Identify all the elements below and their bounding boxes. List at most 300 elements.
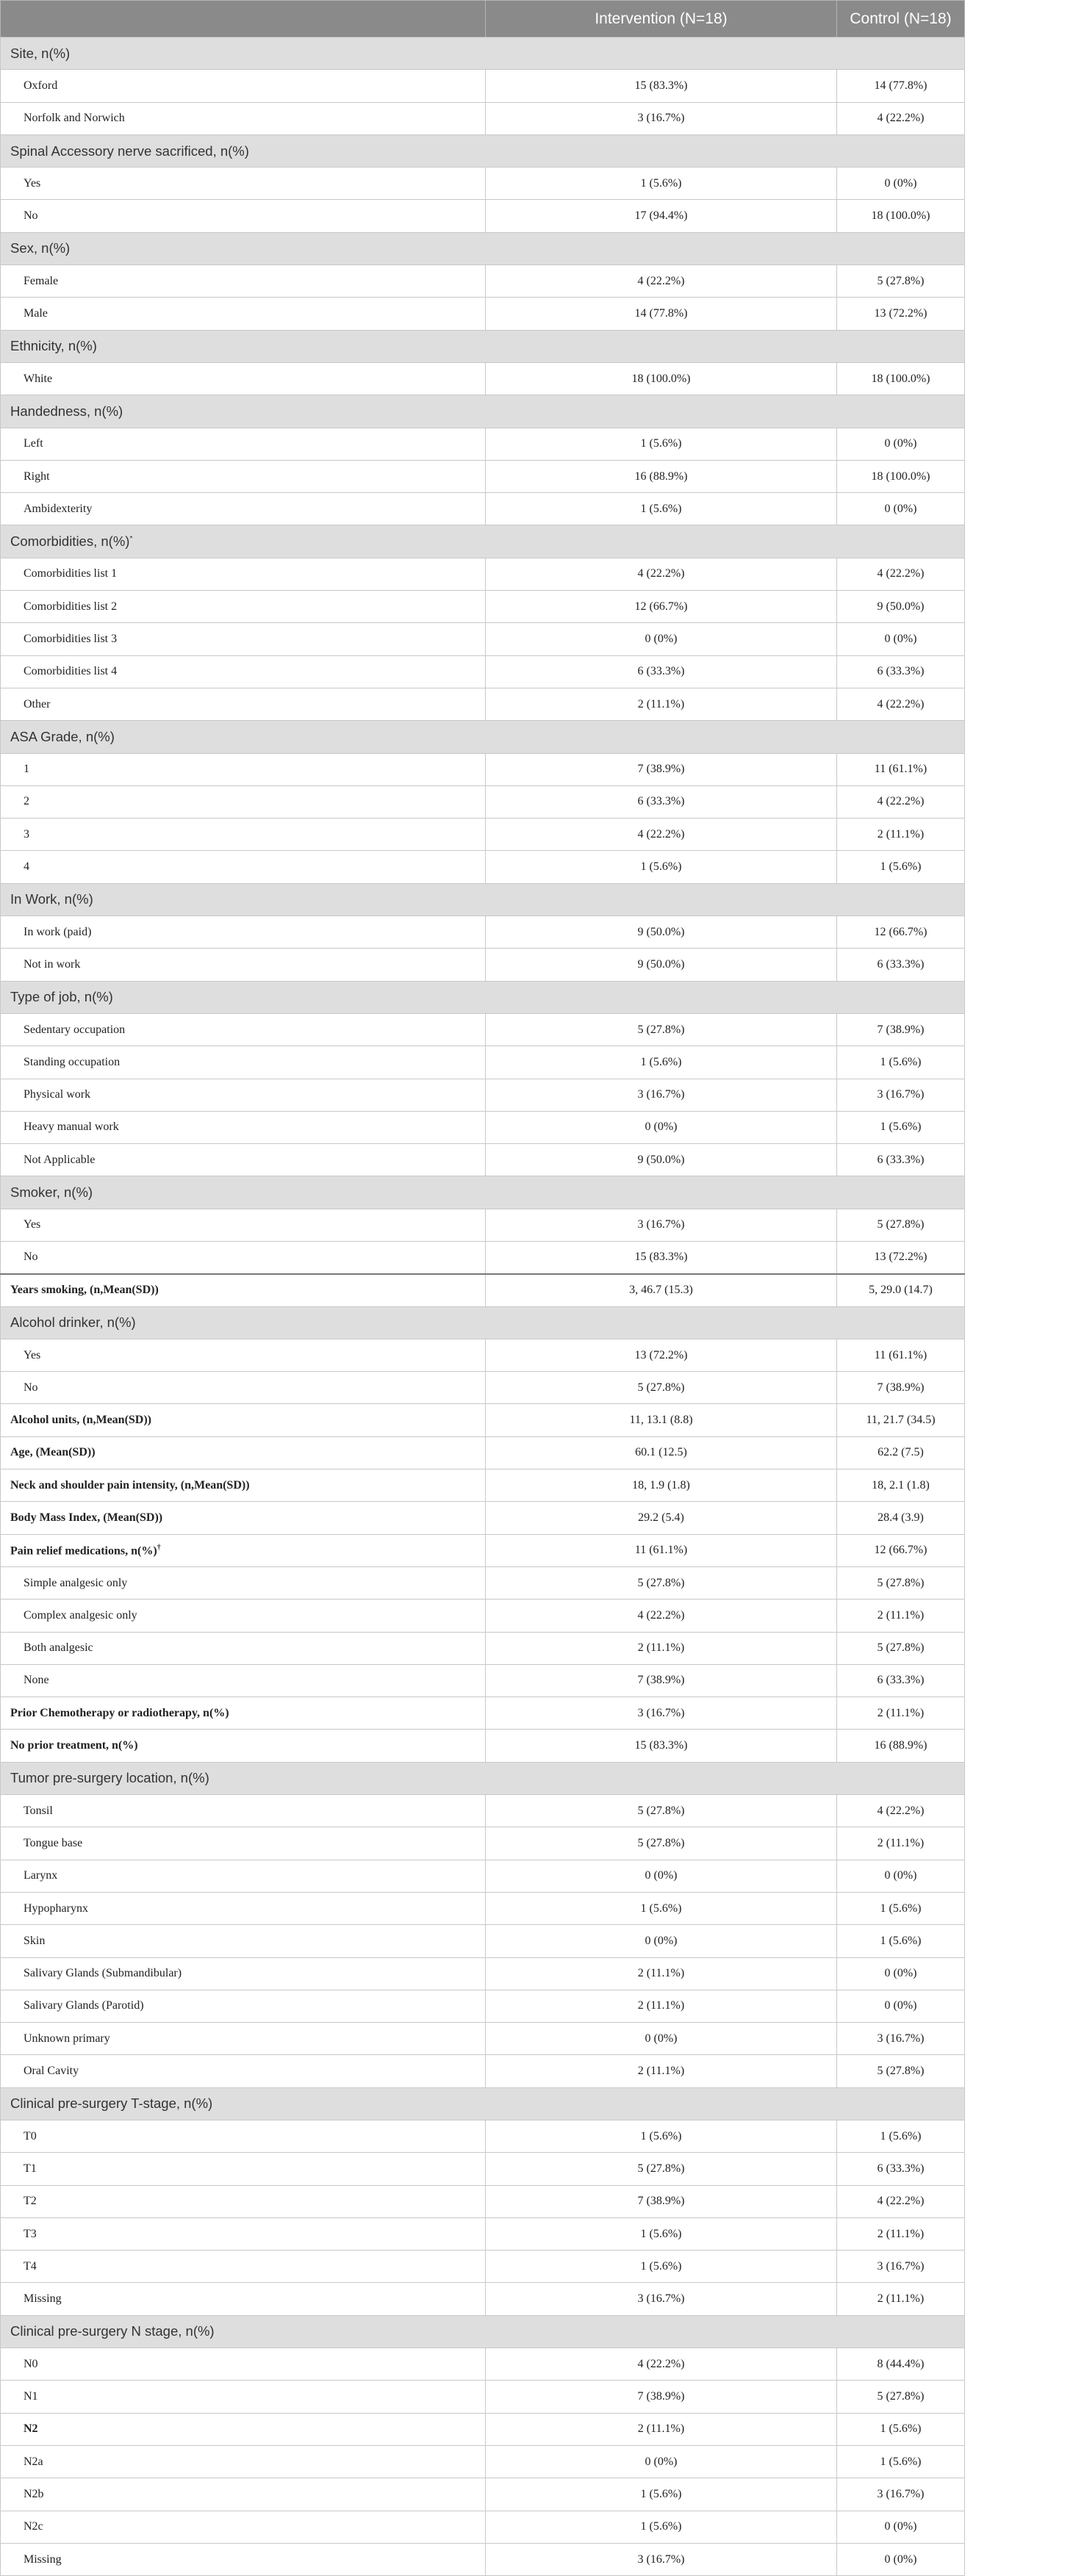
control-value: 2 (11.1%) <box>837 2283 965 2315</box>
control-value: 4 (22.2%) <box>837 1795 965 1827</box>
table-row <box>1 2153 965 2185</box>
footnote-marker: * <box>129 534 133 543</box>
row-label-text: Female <box>24 274 59 287</box>
table-row <box>1 362 965 395</box>
row-label <box>1 558 486 590</box>
row-label-text: Physical work <box>24 1088 91 1101</box>
row-label-text: Age, (Mean(SD)) <box>10 1446 96 1459</box>
control-value: 5 (27.8%) <box>837 265 965 298</box>
row-label <box>1 688 486 720</box>
table-row <box>1 1209 965 1241</box>
row-label <box>1 1372 486 1404</box>
table-row <box>1 753 965 785</box>
intervention-value: 7 (38.9%) <box>486 2381 837 2413</box>
row-label-text: White <box>24 372 53 385</box>
row-label-text: Pain relief medications, n(%) <box>10 1544 157 1557</box>
section-label <box>1 2087 965 2120</box>
header-control-column: Control (N=18) <box>837 1 965 37</box>
row-label-text: Tongue base <box>24 1836 83 1849</box>
control-value: 6 (33.3%) <box>837 1144 965 1176</box>
row-label <box>1 2217 486 2250</box>
control-value: 12 (66.7%) <box>837 1534 965 1566</box>
intervention-value: 11 (61.1%) <box>486 1534 837 1566</box>
control-value: 1 (5.6%) <box>837 1892 965 1924</box>
row-label-text: Comorbidities list 3 <box>24 632 118 645</box>
row-label <box>1 428 486 460</box>
control-value: 8 (44.4%) <box>837 2348 965 2381</box>
control-value: 2 (11.1%) <box>837 1600 965 1632</box>
row-label <box>1 851 486 883</box>
section-header-row <box>1 1762 965 1794</box>
control-value: 0 (0%) <box>837 168 965 200</box>
table-row <box>1 168 965 200</box>
row-label <box>1 200 486 232</box>
row-label <box>1 2251 486 2283</box>
intervention-value: 5 (27.8%) <box>486 1013 837 1046</box>
row-label-text: Right <box>24 469 50 483</box>
row-label-text: 4 <box>24 860 29 874</box>
table-row <box>1 2055 965 2087</box>
section-label-text: Comorbidities, n(%) <box>10 533 130 550</box>
control-value: 13 (72.2%) <box>837 298 965 330</box>
intervention-value: 1 (5.6%) <box>486 1892 837 1924</box>
intervention-value: 15 (83.3%) <box>486 1730 837 1762</box>
control-value: 0 (0%) <box>837 493 965 525</box>
row-label <box>1 785 486 818</box>
summary-row <box>1 1274 965 1306</box>
control-value: 5 (27.8%) <box>837 1566 965 1599</box>
row-label <box>1 1892 486 1924</box>
row-label-text: N1 <box>24 2390 38 2403</box>
row-label-text: N2b <box>24 2487 44 2500</box>
table-row <box>1 2185 965 2217</box>
control-value: 4 (22.2%) <box>837 688 965 720</box>
intervention-value: 6 (33.3%) <box>486 655 837 688</box>
intervention-value: 5 (27.8%) <box>486 1795 837 1827</box>
intervention-value: 3 (16.7%) <box>486 102 837 134</box>
row-label <box>1 1925 486 1957</box>
intervention-value: 4 (22.2%) <box>486 2348 837 2381</box>
intervention-value: 6 (33.3%) <box>486 785 837 818</box>
intervention-value: 18, 1.9 (1.8) <box>486 1469 837 1502</box>
row-label-text: Years smoking, (n,Mean(SD)) <box>10 1284 159 1297</box>
control-value: 7 (38.9%) <box>837 1013 965 1046</box>
section-header-row <box>1 525 965 558</box>
table-row <box>1 2478 965 2511</box>
row-label-text: Yes <box>24 1218 41 1231</box>
intervention-value: 7 (38.9%) <box>486 1664 837 1697</box>
intervention-value: 18 (100.0%) <box>486 362 837 395</box>
row-label <box>1 1144 486 1176</box>
row-label-text: T1 <box>24 2162 37 2175</box>
row-label <box>1 2478 486 2511</box>
control-value: 3 (16.7%) <box>837 2478 965 2511</box>
row-label-text: 1 <box>24 763 29 776</box>
table-row <box>1 2283 965 2315</box>
row-label <box>1 1566 486 1599</box>
row-label <box>1 655 486 688</box>
intervention-value: 1 (5.6%) <box>486 2217 837 2250</box>
row-label-text: Not Applicable <box>24 1153 96 1166</box>
table-row <box>1 1990 965 2022</box>
intervention-value: 15 (83.3%) <box>486 70 837 102</box>
table-row <box>1 1860 965 1892</box>
intervention-value: 29.2 (5.4) <box>486 1502 837 1534</box>
row-label <box>1 1274 486 1306</box>
control-value: 1 (5.6%) <box>837 1925 965 1957</box>
row-label <box>1 591 486 623</box>
section-label-text: Spinal Accessory nerve sacrificed, n(%) <box>10 143 249 159</box>
row-label-text: Neck and shoulder pain intensity, (n,Mean(SD)) <box>10 1478 250 1492</box>
section-label-text: Alcohol drinker, n(%) <box>10 1314 136 1331</box>
table-row <box>1 2511 965 2543</box>
control-value: 11 (61.1%) <box>837 753 965 785</box>
row-label-text: Missing <box>24 2292 62 2306</box>
intervention-value: 1 (5.6%) <box>486 2478 837 2511</box>
row-label <box>1 1860 486 1892</box>
section-header-row <box>1 330 965 362</box>
header-label-column <box>1 1 486 37</box>
control-value: 0 (0%) <box>837 1860 965 1892</box>
row-label-text: Both analgesic <box>24 1641 93 1655</box>
table-header <box>1 1 965 37</box>
section-label-text: Clinical pre-surgery N stage, n(%) <box>10 2323 215 2339</box>
control-value: 6 (33.3%) <box>837 1664 965 1697</box>
control-value: 12 (66.7%) <box>837 916 965 949</box>
row-label <box>1 298 486 330</box>
row-label <box>1 1502 486 1534</box>
row-label-text: Other <box>24 697 51 710</box>
row-label <box>1 1990 486 2022</box>
intervention-value: 14 (77.8%) <box>486 298 837 330</box>
control-value: 1 (5.6%) <box>837 2445 965 2478</box>
section-label <box>1 1306 965 1339</box>
control-value: 2 (11.1%) <box>837 1827 965 1860</box>
table-row <box>1 1013 965 1046</box>
row-label-text: N0 <box>24 2357 38 2370</box>
intervention-value: 1 (5.6%) <box>486 2251 837 2283</box>
section-header-row <box>1 2315 965 2347</box>
control-value: 4 (22.2%) <box>837 2185 965 2217</box>
intervention-value: 3 (16.7%) <box>486 2543 837 2575</box>
intervention-value: 0 (0%) <box>486 2445 837 2478</box>
intervention-value: 7 (38.9%) <box>486 2185 837 2217</box>
summary-row <box>1 1404 965 1436</box>
control-value: 6 (33.3%) <box>837 2153 965 2185</box>
table-row <box>1 655 965 688</box>
intervention-value: 15 (83.3%) <box>486 1241 837 1273</box>
table-row <box>1 493 965 525</box>
table-row <box>1 2023 965 2055</box>
table-row <box>1 1339 965 1371</box>
control-value: 5, 29.0 (14.7) <box>837 1274 965 1306</box>
row-label <box>1 265 486 298</box>
intervention-value: 2 (11.1%) <box>486 1632 837 1664</box>
intervention-value: 5 (27.8%) <box>486 1827 837 1860</box>
intervention-value: 13 (72.2%) <box>486 1339 837 1371</box>
intervention-value: 1 (5.6%) <box>486 493 837 525</box>
control-value: 6 (33.3%) <box>837 655 965 688</box>
control-value: 7 (38.9%) <box>837 1372 965 1404</box>
row-label <box>1 1241 486 1273</box>
intervention-value: 0 (0%) <box>486 1111 837 1143</box>
intervention-value: 3 (16.7%) <box>486 1697 837 1730</box>
section-header-row <box>1 37 965 70</box>
row-label-text: Not in work <box>24 957 81 971</box>
row-label <box>1 1469 486 1502</box>
row-label <box>1 2511 486 2543</box>
row-label-text: Unknown primary <box>24 2032 110 2045</box>
row-label-text: N2 <box>24 2422 38 2436</box>
control-value: 0 (0%) <box>837 2511 965 2543</box>
control-value: 18 (100.0%) <box>837 200 965 232</box>
control-value: 0 (0%) <box>837 2543 965 2575</box>
table-row <box>1 2445 965 2478</box>
intervention-value: 2 (11.1%) <box>486 2413 837 2445</box>
summary-row <box>1 1697 965 1730</box>
control-value: 1 (5.6%) <box>837 851 965 883</box>
control-value: 1 (5.6%) <box>837 1111 965 1143</box>
table-row <box>1 1144 965 1176</box>
table-row <box>1 949 965 981</box>
section-label <box>1 525 965 558</box>
table-row <box>1 70 965 102</box>
control-value: 13 (72.2%) <box>837 1241 965 1273</box>
row-label <box>1 2153 486 2185</box>
row-label-text: No <box>24 209 38 223</box>
section-label <box>1 1762 965 1794</box>
row-label-text: N2c <box>24 2520 43 2533</box>
row-label <box>1 1795 486 1827</box>
row-label-text: Prior Chemotherapy or radiotherapy, n(%) <box>10 1706 229 1719</box>
table-row <box>1 916 965 949</box>
section-label <box>1 330 965 362</box>
row-label-text: Body Mass Index, (Mean(SD)) <box>10 1511 163 1524</box>
row-label-text: No <box>24 1251 38 1264</box>
table-row <box>1 1241 965 1273</box>
control-value: 1 (5.6%) <box>837 1046 965 1079</box>
row-label-text: T4 <box>24 2259 37 2273</box>
table-row <box>1 428 965 460</box>
row-label-text: Skin <box>24 1934 46 1947</box>
row-label <box>1 1697 486 1730</box>
section-label-text: Site, n(%) <box>10 45 71 61</box>
section-label <box>1 395 965 428</box>
row-label <box>1 1534 486 1566</box>
table-row <box>1 2251 965 2283</box>
row-label-text: T2 <box>24 2195 37 2208</box>
row-label-text: Missing <box>24 2552 62 2566</box>
row-label-text: No prior treatment, n(%) <box>10 1739 138 1752</box>
intervention-value: 3, 46.7 (15.3) <box>486 1274 837 1306</box>
row-label <box>1 949 486 981</box>
intervention-value: 1 (5.6%) <box>486 1046 837 1079</box>
row-label-text: Salivary Glands (Parotid) <box>24 1999 144 2012</box>
table-row <box>1 2381 965 2413</box>
section-label-text: Tumor pre-surgery location, n(%) <box>10 1770 209 1786</box>
row-label <box>1 460 486 492</box>
control-value: 18 (100.0%) <box>837 460 965 492</box>
row-label-text: Simple analgesic only <box>24 1576 128 1589</box>
table-row <box>1 200 965 232</box>
control-value: 5 (27.8%) <box>837 1632 965 1664</box>
table-row <box>1 1111 965 1143</box>
table-row <box>1 785 965 818</box>
table-row <box>1 851 965 883</box>
intervention-value: 12 (66.7%) <box>486 591 837 623</box>
intervention-value: 5 (27.8%) <box>486 1372 837 1404</box>
row-label <box>1 819 486 851</box>
intervention-value: 7 (38.9%) <box>486 753 837 785</box>
table-row <box>1 2348 965 2381</box>
control-value: 4 (22.2%) <box>837 785 965 818</box>
section-header-row <box>1 721 965 753</box>
intervention-value: 0 (0%) <box>486 1925 837 1957</box>
table-row <box>1 1892 965 1924</box>
summary-row <box>1 1469 965 1502</box>
row-label <box>1 916 486 949</box>
control-value: 14 (77.8%) <box>837 70 965 102</box>
section-label-text: Clinical pre-surgery T-stage, n(%) <box>10 2095 213 2112</box>
control-value: 2 (11.1%) <box>837 1697 965 1730</box>
intervention-value: 3 (16.7%) <box>486 1209 837 1241</box>
section-label-text: In Work, n(%) <box>10 891 93 907</box>
row-label-text: Standing occupation <box>24 1055 121 1068</box>
control-value: 2 (11.1%) <box>837 2217 965 2250</box>
section-label <box>1 232 965 265</box>
row-label <box>1 70 486 102</box>
row-label <box>1 623 486 655</box>
section-label-text: Type of job, n(%) <box>10 989 113 1005</box>
section-header-row <box>1 1176 965 1209</box>
control-value: 62.2 (7.5) <box>837 1436 965 1469</box>
control-value: 3 (16.7%) <box>837 1079 965 1111</box>
row-label <box>1 1111 486 1143</box>
table-row <box>1 688 965 720</box>
row-label <box>1 2381 486 2413</box>
row-label <box>1 1632 486 1664</box>
row-label-text: In work (paid) <box>24 925 92 938</box>
table-body <box>1 37 965 2576</box>
intervention-value: 3 (16.7%) <box>486 1079 837 1111</box>
row-label <box>1 1013 486 1046</box>
row-label-text: Male <box>24 307 48 320</box>
row-label <box>1 2348 486 2381</box>
row-label-text: Comorbidities list 2 <box>24 600 118 613</box>
header-row <box>1 1 965 37</box>
control-value: 2 (11.1%) <box>837 819 965 851</box>
intervention-value: 4 (22.2%) <box>486 265 837 298</box>
section-header-row <box>1 395 965 428</box>
intervention-value: 17 (94.4%) <box>486 200 837 232</box>
table-row <box>1 2120 965 2153</box>
row-label <box>1 1827 486 1860</box>
row-label-text: Hypopharynx <box>24 1902 88 1915</box>
row-label <box>1 1957 486 1990</box>
table-row <box>1 623 965 655</box>
row-label <box>1 2543 486 2575</box>
section-header-row <box>1 981 965 1013</box>
row-label <box>1 493 486 525</box>
row-label-text: Complex analgesic only <box>24 1608 137 1622</box>
intervention-value: 9 (50.0%) <box>486 949 837 981</box>
control-value: 6 (33.3%) <box>837 949 965 981</box>
control-value: 3 (16.7%) <box>837 2023 965 2055</box>
section-header-row <box>1 134 965 167</box>
row-label <box>1 2185 486 2217</box>
intervention-value: 1 (5.6%) <box>486 2120 837 2153</box>
control-value: 5 (27.8%) <box>837 2381 965 2413</box>
section-header-row <box>1 2087 965 2120</box>
intervention-value: 2 (11.1%) <box>486 1990 837 2022</box>
section-label <box>1 2315 965 2347</box>
intervention-value: 2 (11.1%) <box>486 688 837 720</box>
control-value: 4 (22.2%) <box>837 558 965 590</box>
section-label <box>1 37 965 70</box>
row-label <box>1 2055 486 2087</box>
intervention-value: 0 (0%) <box>486 623 837 655</box>
table-row <box>1 558 965 590</box>
intervention-value: 5 (27.8%) <box>486 2153 837 2185</box>
row-label-text: 2 <box>24 795 29 808</box>
control-value: 0 (0%) <box>837 1957 965 1990</box>
table-row <box>1 2413 965 2445</box>
table-row <box>1 102 965 134</box>
row-label-text: Larynx <box>24 1869 58 1882</box>
row-label-text: Heavy manual work <box>24 1120 119 1134</box>
table-row <box>1 1079 965 1111</box>
table-row <box>1 1664 965 1697</box>
row-label <box>1 2413 486 2445</box>
row-label-text: Comorbidities list 1 <box>24 567 118 580</box>
row-label-text: 3 <box>24 827 29 841</box>
summary-row <box>1 1534 965 1566</box>
control-value: 9 (50.0%) <box>837 591 965 623</box>
row-label <box>1 1664 486 1697</box>
section-header-row <box>1 1306 965 1339</box>
section-label-text: ASA Grade, n(%) <box>10 728 115 744</box>
control-value: 11, 21.7 (34.5) <box>837 1404 965 1436</box>
table-row <box>1 1600 965 1632</box>
intervention-value: 9 (50.0%) <box>486 1144 837 1176</box>
row-label <box>1 102 486 134</box>
section-header-row <box>1 232 965 265</box>
row-label <box>1 1046 486 1079</box>
row-label <box>1 1209 486 1241</box>
row-label-text: Norfolk and Norwich <box>24 112 125 125</box>
row-label-text: Oxford <box>24 79 58 92</box>
row-label <box>1 2283 486 2315</box>
row-label-text: Ambidexterity <box>24 502 93 515</box>
table-row <box>1 460 965 492</box>
summary-row <box>1 1436 965 1469</box>
control-value: 1 (5.6%) <box>837 2413 965 2445</box>
intervention-value: 0 (0%) <box>486 1860 837 1892</box>
footnote-marker: † <box>157 1543 161 1552</box>
section-header-row <box>1 883 965 915</box>
section-label-text: Smoker, n(%) <box>10 1184 93 1201</box>
intervention-value: 2 (11.1%) <box>486 1957 837 1990</box>
row-label-text: None <box>24 1674 49 1687</box>
control-value: 5 (27.8%) <box>837 1209 965 1241</box>
table-row <box>1 591 965 623</box>
control-value: 28.4 (3.9) <box>837 1502 965 1534</box>
table-row <box>1 1632 965 1664</box>
table-row <box>1 1795 965 1827</box>
intervention-value: 1 (5.6%) <box>486 168 837 200</box>
intervention-value: 0 (0%) <box>486 2023 837 2055</box>
summary-row <box>1 1730 965 1762</box>
